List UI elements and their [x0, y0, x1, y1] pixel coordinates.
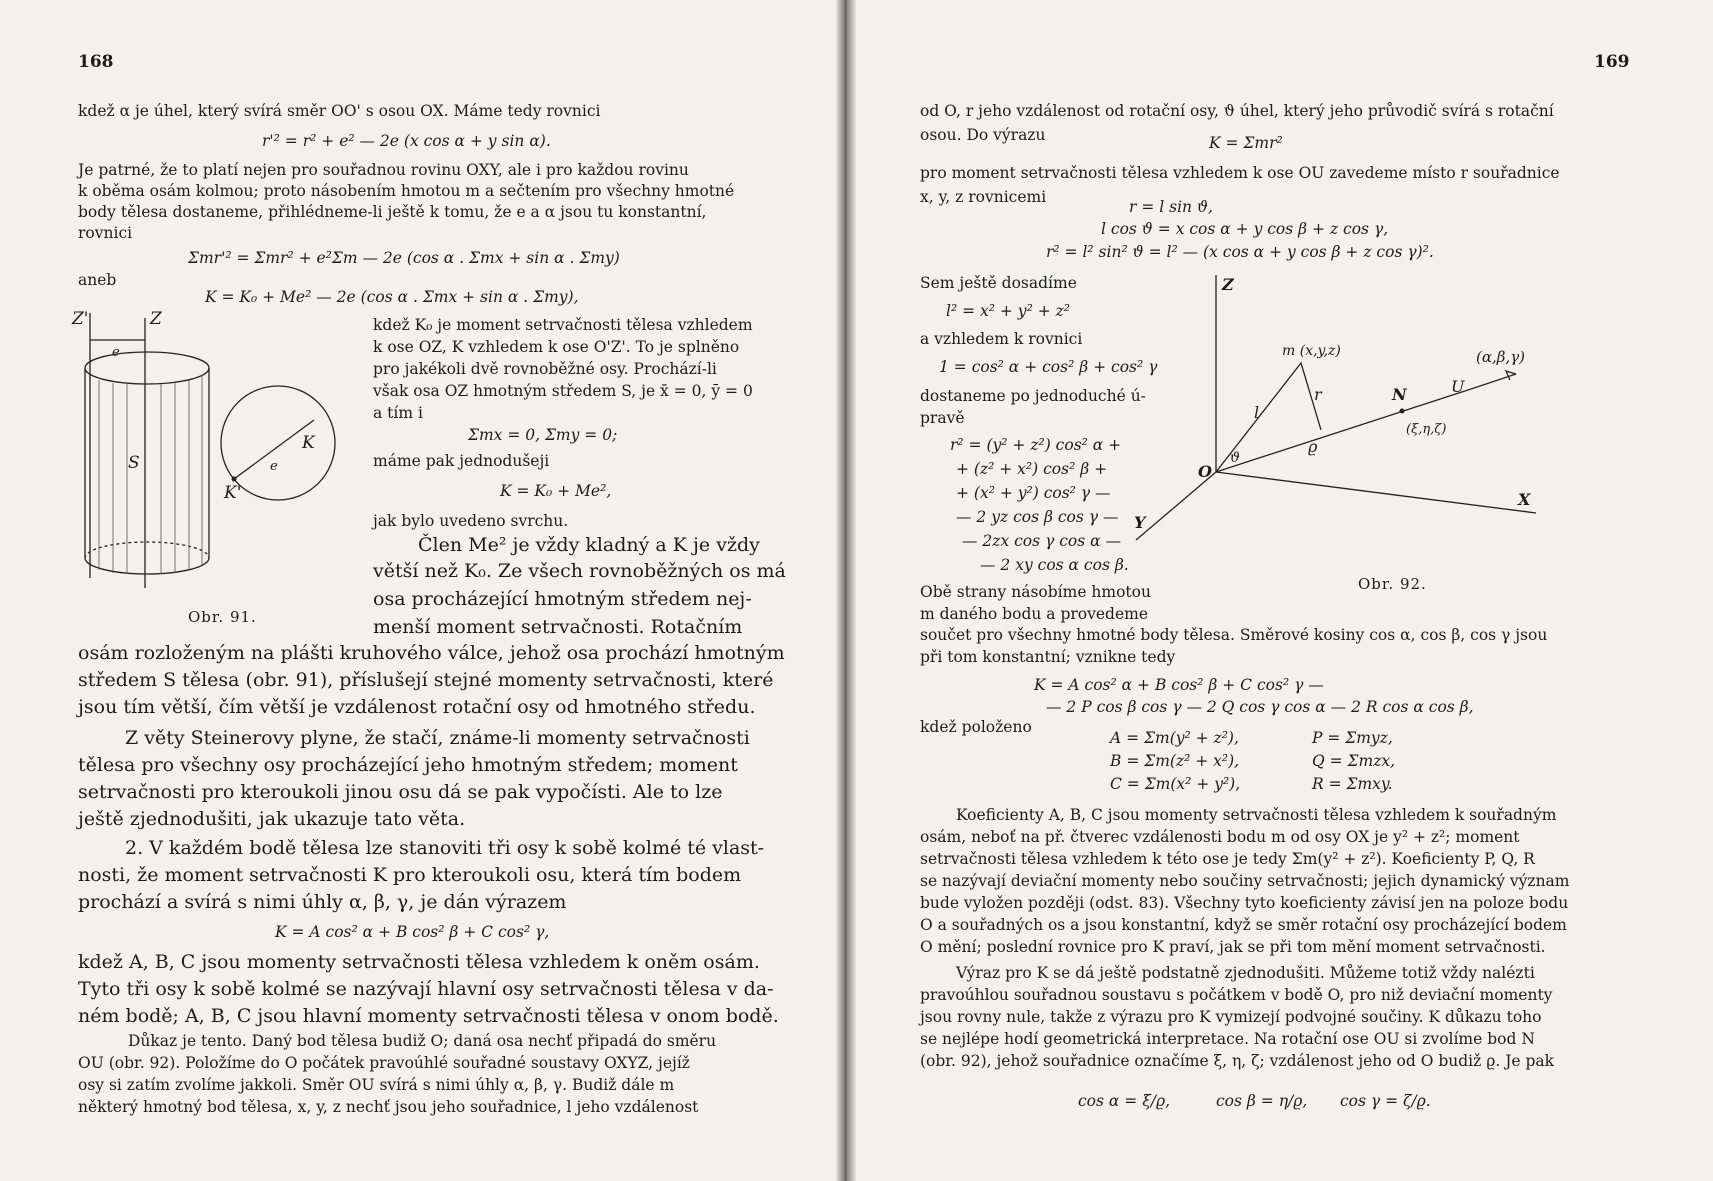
- text-line: O a souřadných os a jsou konstantní, když se směr rotační osy procházející bodem: [920, 916, 1567, 934]
- fig-label: U: [1451, 377, 1465, 396]
- text-line: Člen Me² je vždy kladný a K je vždy: [418, 534, 760, 556]
- text-line: ném bodě; A, B, C jsou hlavní momenty setrvačnosti tělesa v onom bodě.: [78, 1005, 779, 1027]
- text-line: pravoúhlou souřadnou soustavu s počátkem v bodě O, pro niž deviační momenty: [920, 986, 1553, 1004]
- text-line: však osa OZ hmotným středem S, je x̄ = 0, ȳ = 0: [373, 382, 753, 400]
- equation: K = A cos² α + B cos² β + C cos² γ,: [275, 923, 550, 941]
- text-line: Výraz pro K se dá ještě podstatně zjednodušiti. Můžeme totiž vždy nalézti: [956, 964, 1535, 982]
- left-page: [0, 0, 846, 1181]
- equation: l² = x² + y² + z²: [946, 302, 1070, 320]
- text-line: kdež K₀ je moment setrvačnosti tělesa vzhledem: [373, 316, 753, 334]
- text-line: Sem ještě dosadíme: [920, 274, 1077, 292]
- text-line: součet pro všechny hmotné body tělesa. Směrové kosiny cos α, cos β, cos γ jsou: [920, 626, 1548, 644]
- text-line: větší než K₀. Ze všech rovnoběžných os má: [373, 560, 786, 582]
- equation: cos γ = ζ/ϱ.: [1340, 1092, 1431, 1110]
- fig-label: (α,β,γ): [1476, 348, 1526, 366]
- equation: — 2 P cos β cos γ — 2 Q cos γ cos α — 2 R cos α cos β,: [1046, 698, 1474, 716]
- text-line: k ose OZ, K vzhledem k ose O'Z'. To je splněno: [373, 338, 740, 356]
- fig-label: Y: [1134, 513, 1146, 532]
- book-gutter: [836, 0, 856, 1181]
- equation: R = Σmxy.: [1312, 775, 1393, 793]
- figure-92: [1134, 270, 1616, 570]
- text-line: při tom konstantní; vznikne tedy: [920, 648, 1176, 666]
- equation: C = Σm(x² + y²),: [1110, 775, 1241, 793]
- fig-label: e: [270, 459, 278, 474]
- text-line: Důkaz je tento. Daný bod tělesa budiž O; daná osa nechť připadá do směru: [128, 1032, 717, 1050]
- text-line: a tím i: [373, 404, 423, 422]
- equation: cos β = η/ϱ,: [1216, 1092, 1308, 1110]
- equation: — 2zx cos γ cos α —: [962, 532, 1121, 550]
- text-line: jak bylo uvedeno svrchu.: [373, 512, 569, 530]
- fig-label: ϑ: [1230, 450, 1241, 466]
- text-line: bude vyložen později (odst. 83). Všechny tyto koeficienty závisí jen na poloze bodu: [920, 894, 1569, 912]
- figure-91: [70, 308, 370, 618]
- equation: B = Σm(z² + x²),: [1110, 752, 1240, 770]
- text-line: pro jakékoli dvě rovnoběžné osy. Prochází-li: [373, 360, 717, 378]
- text-line: setrvačnosti tělesa vzhledem k této ose je tedy Σm(y² + z²). Koeficienty P, Q, R: [920, 850, 1535, 868]
- right-page: [846, 0, 1713, 1181]
- text-line: (obr. 92), jehož souřadnice označíme ξ, η, ζ; vzdálenost jeho od O budiž ϱ. Je pak: [920, 1052, 1555, 1070]
- text-line: jsou rovny nule, takže z výrazu pro K vymizejí podvojné součiny. K důkazu toho: [920, 1008, 1542, 1026]
- text-line: jsou tím větší, čím větší je vzdálenost rotační osy od hmotného středu.: [78, 696, 756, 718]
- text-line: kdež A, B, C jsou momenty setrvačnosti tělesa vzhledem k oněm osám.: [78, 951, 760, 973]
- text-line: kdež položeno: [920, 718, 1032, 736]
- page-number: 168: [78, 52, 114, 72]
- text-line: ještě zjednodušiti, jak ukazuje tato věta.: [78, 808, 466, 830]
- fig-label: Z: [1222, 275, 1234, 294]
- equation: r² = (y² + z²) cos² α +: [950, 436, 1122, 454]
- text-line: osám, neboť na př. čtverec vzdálenosti bodu m od osy OX je y² + z²; moment: [920, 828, 1520, 846]
- text-line: k oběma osám kolmou; proto násobením hmotou m a sečtením pro všechny hmotné: [78, 182, 735, 200]
- text-line: se nejlépe hodí geometrická interpretace. Na rotační ose OU si zvolíme bod N: [920, 1030, 1535, 1048]
- fig-label: K: [302, 433, 315, 453]
- text-line: prochází a svírá s nimi úhly α, β, γ, je dán výrazem: [78, 891, 567, 913]
- text-line: OU (obr. 92). Položíme do O počátek pravoúhlé souřadné soustavy OXYZ, jejíž: [78, 1054, 690, 1072]
- equation: r = l sin ϑ,: [1129, 198, 1213, 216]
- text-line: rovnici: [78, 224, 133, 242]
- equation: r'² = r² + e² — 2e (x cos α + y sin α).: [262, 132, 551, 150]
- text-line: pro moment setrvačnosti tělesa vzhledem k ose OU zavedeme místo r souřadnice: [920, 164, 1560, 182]
- fig-label: K': [224, 483, 242, 503]
- equation: Σmr'² = Σmr² + e²Σm — 2e (cos α . Σmx + sin α . Σmy): [188, 249, 620, 267]
- equation: + (x² + y²) cos² γ —: [956, 484, 1111, 502]
- figure-caption: Obr. 91.: [188, 608, 257, 626]
- text-line: máme pak jednodušeji: [373, 452, 550, 470]
- equation: cos α = ξ/ϱ,: [1078, 1092, 1171, 1110]
- text-line: Z věty Steinerovy plyne, že stačí, známe-li momenty setrvačnosti: [125, 727, 750, 749]
- fig-label: N: [1392, 385, 1407, 404]
- equation: 1 = cos² α + cos² β + cos² γ: [939, 358, 1158, 376]
- fig-label: Z': [72, 309, 89, 329]
- text-line: m daného bodu a provedeme: [920, 605, 1148, 623]
- fig-label: m (x,y,z): [1282, 343, 1341, 359]
- equation: K = A cos² α + B cos² β + C cos² γ —: [1034, 676, 1324, 694]
- equation: — 2 xy cos α cos β.: [980, 556, 1129, 574]
- text-line: menší moment setrvačnosti. Rotačním: [373, 616, 743, 638]
- text-line: body tělesa dostaneme, přihlédneme-li ještě k tomu, že e a α jsou tu konstantní,: [78, 203, 707, 221]
- equation: Q = Σmzx,: [1312, 752, 1396, 770]
- text-line: 2. V každém bodě tělesa lze stanoviti tři osy k sobě kolmé té vlast-: [125, 837, 765, 859]
- text-line: Tyto tři osy k sobě kolmé se nazývají hlavní osy setrvačnosti tělesa v da-: [78, 978, 774, 1000]
- text-line: osy si zatím zvolíme jakkoli. Směr OU svírá s nimi úhly α, β, γ. Budiž dále m: [78, 1076, 675, 1094]
- text-line: nosti, že moment setrvačnosti K pro kteroukoli osu, která tím bodem: [78, 864, 742, 886]
- text-line: osou. Do výrazu: [920, 126, 1046, 144]
- equation: + (z² + x²) cos² β +: [956, 460, 1108, 478]
- fig-label: l: [1254, 403, 1260, 422]
- equation: Σmx = 0, Σmy = 0;: [468, 426, 618, 444]
- text-line: se nazývají deviační momenty nebo součiny setrvačnosti; jejich dynamický význam: [920, 872, 1570, 890]
- fig-label: ϱ: [1308, 437, 1318, 456]
- text-line: Je patrné, že to platí nejen pro souřadnou rovinu OXY, ale i pro každou rovinu: [78, 161, 689, 179]
- text-line: dostaneme po jednoduché ú-: [920, 387, 1146, 405]
- fig-label: O: [1198, 462, 1212, 481]
- equation: l cos ϑ = x cos α + y cos β + z cos γ,: [1101, 220, 1389, 238]
- fig-label: S: [128, 453, 140, 473]
- text-line: kdež α je úhel, který svírá směr OO' s osou OX. Máme tedy rovnici: [78, 102, 601, 120]
- equation: r² = l² sin² ϑ = l² — (x cos α + y cos β + z cos γ)².: [1046, 243, 1434, 261]
- equation: K = K₀ + Me² — 2e (cos α . Σmx + sin α . Σmy),: [205, 288, 579, 306]
- text-line: Obě strany násobíme hmotou: [920, 583, 1151, 601]
- equation: — 2 yz cos β cos γ —: [956, 508, 1119, 526]
- page-number: 169: [1594, 52, 1630, 72]
- equation: P = Σmyz,: [1312, 729, 1393, 747]
- text-line: tělesa pro všechny osy procházející jeho hmotným středem; moment: [78, 754, 738, 776]
- text-line: aneb: [78, 271, 117, 289]
- text-line: x, y, z rovnicemi: [920, 188, 1047, 206]
- text-line: O mění; poslední rovnice pro K praví, jak se při tom mění moment setrvačnosti.: [920, 938, 1546, 956]
- text-line: osám rozloženým na plášti kruhového válce, jehož osa prochází hmotným: [78, 642, 785, 664]
- equation: K = Σmr²: [1209, 134, 1283, 152]
- text-line: středem S tělesa (obr. 91), příslušejí stejné momenty setrvačnosti, které: [78, 669, 774, 691]
- fig-label: r: [1314, 385, 1322, 404]
- text-line: některý hmotný bod tělesa, x, y, z nechť jsou jeho souřadnice, l jeho vzdálenost: [78, 1098, 699, 1116]
- text-line: osa procházející hmotným středem nej-: [373, 588, 752, 610]
- fig-label: X: [1518, 490, 1531, 509]
- equation: A = Σm(y² + z²),: [1110, 729, 1239, 747]
- equation: K = K₀ + Me²,: [500, 482, 612, 500]
- text-line: od O, r jeho vzdálenost od rotační osy, ϑ úhel, který jeho průvodič svírá s rotační: [920, 102, 1554, 120]
- fig-label: (ξ,η,ζ): [1406, 422, 1447, 437]
- text-line: setrvačnosti pro kteroukoli jinou osu dá se pak vypočísti. Ale to lze: [78, 781, 723, 803]
- figure-caption: Obr. 92.: [1358, 575, 1427, 593]
- text-line: Koeficienty A, B, C jsou momenty setrvačnosti tělesa vzhledem k souřadným: [956, 806, 1557, 824]
- fig-label: Z: [150, 309, 162, 329]
- text-line: pravě: [920, 409, 965, 427]
- text-line: a vzhledem k rovnici: [920, 330, 1083, 348]
- fig-label: e: [112, 345, 120, 360]
